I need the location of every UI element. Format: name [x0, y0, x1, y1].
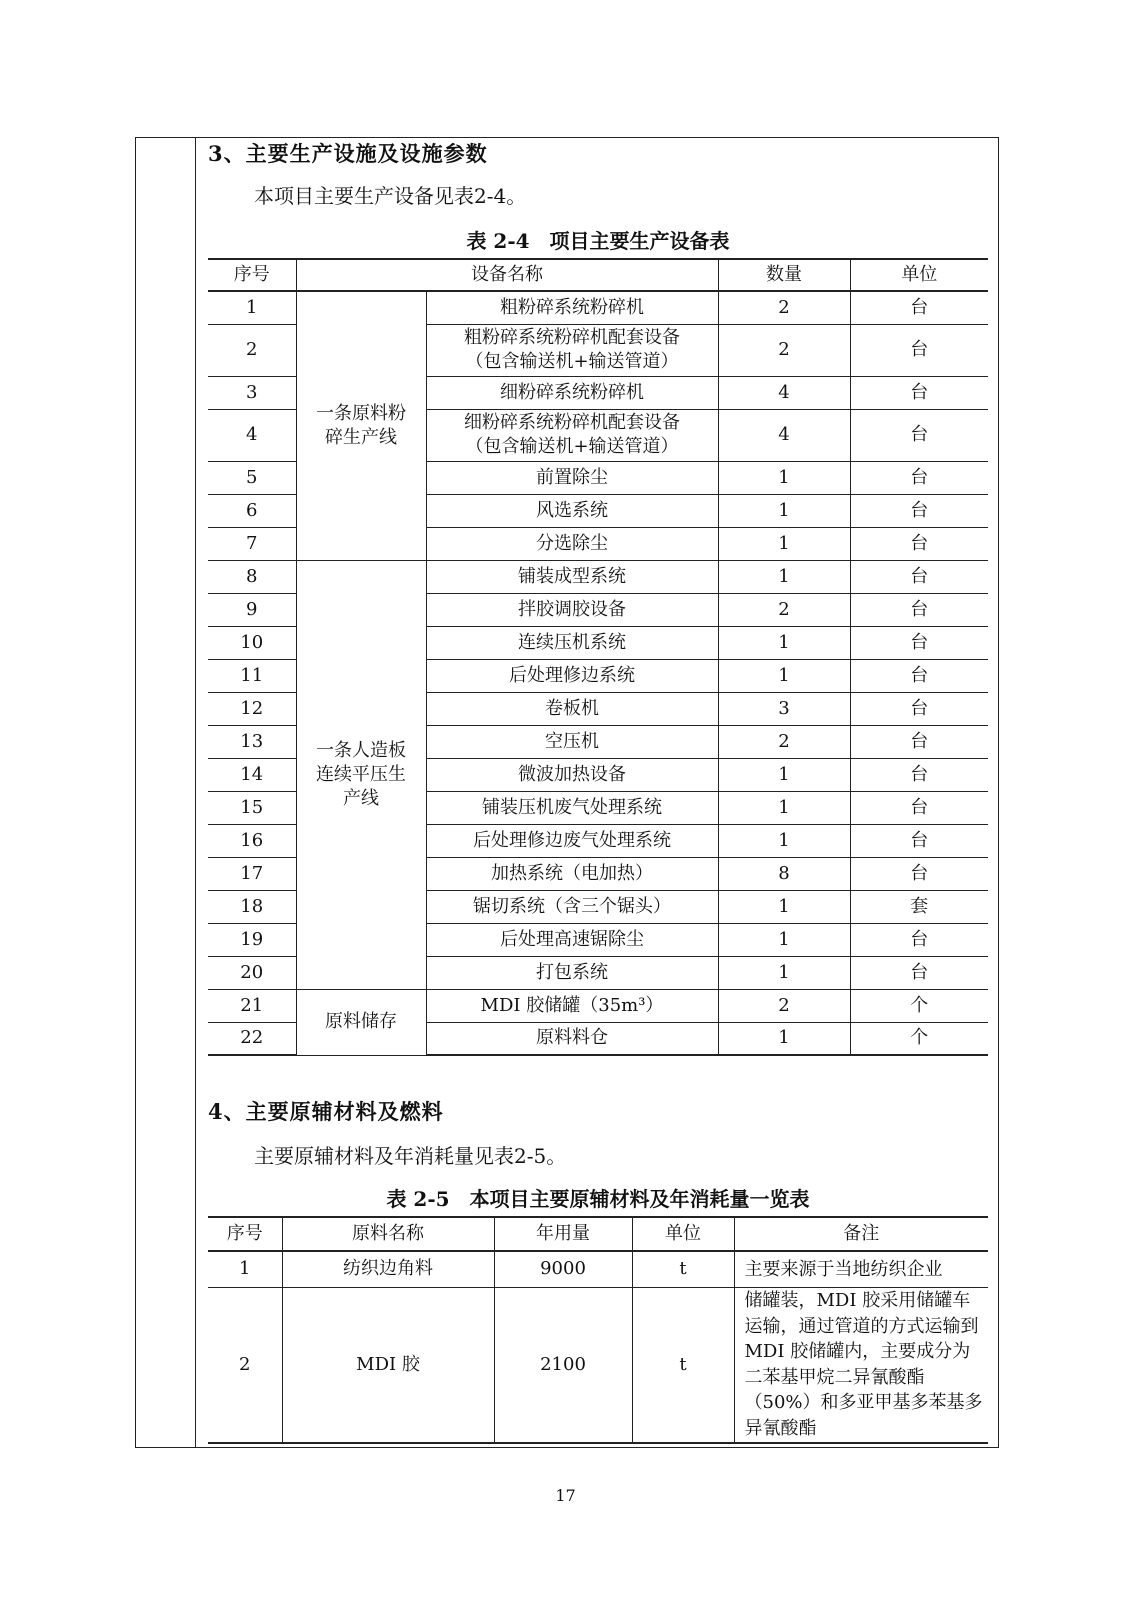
row-qty: 4 — [718, 409, 850, 461]
header-note: 备注 — [734, 1217, 988, 1251]
row-name: MDI 胶储罐（35m³） — [426, 989, 718, 1022]
row-no: 18 — [208, 890, 296, 923]
row-qty: 2 — [718, 989, 850, 1022]
row-unit: 台 — [850, 494, 988, 527]
header-qty: 年用量 — [494, 1217, 632, 1251]
section4-intro: 主要原辅材料及年消耗量见表2-5。 — [254, 1144, 567, 1168]
row-unit: 台 — [850, 626, 988, 659]
row-no: 17 — [208, 857, 296, 890]
row-qty: 1 — [718, 461, 850, 494]
row-qty: 1 — [718, 956, 850, 989]
row-name: 粗粉碎系统粉碎机 — [426, 291, 718, 324]
row-unit: 台 — [850, 923, 988, 956]
row-unit: 个 — [850, 1022, 988, 1055]
row-qty: 8 — [718, 857, 850, 890]
group-label-text: 一条原料粉碎生产线 — [316, 402, 406, 448]
row-qty: 1 — [718, 824, 850, 857]
row-qty: 1 — [718, 626, 850, 659]
row-name: 铺装成型系统 — [426, 560, 718, 593]
row-qty: 4 — [718, 376, 850, 409]
row-no: 2 — [208, 1287, 282, 1443]
row-unit: 台 — [850, 758, 988, 791]
row-unit: 台 — [850, 461, 988, 494]
group-label — [296, 560, 426, 989]
row-name: MDI 胶 — [282, 1287, 494, 1443]
row-qty: 1 — [718, 527, 850, 560]
page-number: 17 — [555, 1486, 576, 1505]
row-note: 储罐装，MDI 胶采用储罐车运输，通过管道的方式运输到 MDI 胶储罐内，主要成分为二苯基甲烷二异氰酸酯（50%）和多亚甲基多苯基多异氰酸酯 — [734, 1287, 988, 1443]
row-qty: 2 — [718, 725, 850, 758]
row-no: 2 — [208, 324, 296, 376]
row-name-text: 粗粉碎系统粉碎机配套设备（包含输送机+输送管道） — [464, 327, 680, 372]
row-unit: 台 — [850, 659, 988, 692]
row-qty: 1 — [718, 923, 850, 956]
row-unit: t — [632, 1287, 734, 1443]
row-name: 分选除尘 — [426, 527, 718, 560]
row-name: 原料料仓 — [426, 1022, 718, 1055]
row-unit: 台 — [850, 291, 988, 324]
row-no: 13 — [208, 725, 296, 758]
row-unit: 台 — [850, 956, 988, 989]
row-name — [426, 409, 718, 461]
row-qty: 2 — [718, 291, 850, 324]
row-no: 12 — [208, 692, 296, 725]
row-unit: 台 — [850, 725, 988, 758]
row-unit: 个 — [850, 989, 988, 1022]
header-no: 序号 — [208, 259, 296, 291]
row-name: 后处理修边系统 — [426, 659, 718, 692]
materials-table — [208, 1216, 988, 1444]
row-unit: 台 — [850, 376, 988, 409]
row-name: 前置除尘 — [426, 461, 718, 494]
row-no: 1 — [208, 291, 296, 324]
row-unit: 台 — [850, 409, 988, 461]
row-qty: 1 — [718, 560, 850, 593]
row-qty: 1 — [718, 494, 850, 527]
row-qty: 1 — [718, 758, 850, 791]
row-name-text: 细粉碎系统粉碎机配套设备（包含输送机+输送管道） — [464, 412, 680, 457]
row-no: 8 — [208, 560, 296, 593]
row-no: 5 — [208, 461, 296, 494]
section3-heading: 3、主要生产设施及设施参数 — [208, 141, 488, 166]
header-unit: 单位 — [850, 259, 988, 291]
row-unit: 台 — [850, 824, 988, 857]
section4-heading: 4、主要原辅材料及燃料 — [208, 1099, 444, 1124]
row-name: 空压机 — [426, 725, 718, 758]
row-unit: 台 — [850, 560, 988, 593]
row-no: 1 — [208, 1251, 282, 1287]
row-qty: 2 — [718, 324, 850, 376]
row-no: 16 — [208, 824, 296, 857]
row-no: 19 — [208, 923, 296, 956]
row-name: 纺织边角料 — [282, 1251, 494, 1287]
row-unit: 台 — [850, 791, 988, 824]
row-name: 连续压机系统 — [426, 626, 718, 659]
row-name: 铺装压机废气处理系统 — [426, 791, 718, 824]
row-no: 6 — [208, 494, 296, 527]
row-name: 细粉碎系统粉碎机 — [426, 376, 718, 409]
row-name: 卷板机 — [426, 692, 718, 725]
row-note: 主要来源于当地纺织企业 — [734, 1251, 988, 1287]
row-qty: 1 — [718, 791, 850, 824]
group-label: 原料储存 — [296, 989, 426, 1055]
row-name — [426, 324, 718, 376]
row-unit: 台 — [850, 324, 988, 376]
section3-intro: 本项目主要生产设备见表2-4。 — [254, 184, 527, 208]
row-name: 锯切系统（含三个锯头） — [426, 890, 718, 923]
row-no: 11 — [208, 659, 296, 692]
row-name: 打包系统 — [426, 956, 718, 989]
row-qty: 3 — [718, 692, 850, 725]
row-no: 21 — [208, 989, 296, 1022]
table-2-5-caption: 表 2-5 本项目主要原辅材料及年消耗量一览表 — [386, 1187, 810, 1211]
row-no: 10 — [208, 626, 296, 659]
row-name: 加热系统（电加热） — [426, 857, 718, 890]
row-no: 9 — [208, 593, 296, 626]
row-unit: 台 — [850, 593, 988, 626]
table-2-4-caption: 表 2-4 项目主要生产设备表 — [466, 229, 730, 253]
row-qty: 1 — [718, 890, 850, 923]
group-label-text: 一条人造板连续平压生产线 — [316, 739, 406, 809]
row-no: 20 — [208, 956, 296, 989]
row-qty: 9000 — [494, 1251, 632, 1287]
row-no: 15 — [208, 791, 296, 824]
header-unit: 单位 — [632, 1217, 734, 1251]
row-name: 风选系统 — [426, 494, 718, 527]
row-unit: 台 — [850, 527, 988, 560]
row-no: 7 — [208, 527, 296, 560]
row-qty: 1 — [718, 659, 850, 692]
row-unit: 套 — [850, 890, 988, 923]
row-unit: 台 — [850, 857, 988, 890]
row-qty: 1 — [718, 1022, 850, 1055]
header-qty: 数量 — [718, 259, 850, 291]
row-no: 22 — [208, 1022, 296, 1055]
row-name: 后处理修边废气处理系统 — [426, 824, 718, 857]
row-name: 后处理高速锯除尘 — [426, 923, 718, 956]
row-no: 14 — [208, 758, 296, 791]
row-qty: 2 — [718, 593, 850, 626]
row-unit: t — [632, 1251, 734, 1287]
group-label — [296, 291, 426, 560]
row-name: 微波加热设备 — [426, 758, 718, 791]
header-no: 序号 — [208, 1217, 282, 1251]
row-no: 4 — [208, 409, 296, 461]
row-name: 拌胶调胶设备 — [426, 593, 718, 626]
header-name: 设备名称 — [296, 259, 718, 291]
header-name: 原料名称 — [282, 1217, 494, 1251]
row-unit: 台 — [850, 692, 988, 725]
equipment-table — [208, 258, 988, 1056]
row-no: 3 — [208, 376, 296, 409]
frame-divider — [195, 137, 196, 1448]
row-qty: 2100 — [494, 1287, 632, 1443]
